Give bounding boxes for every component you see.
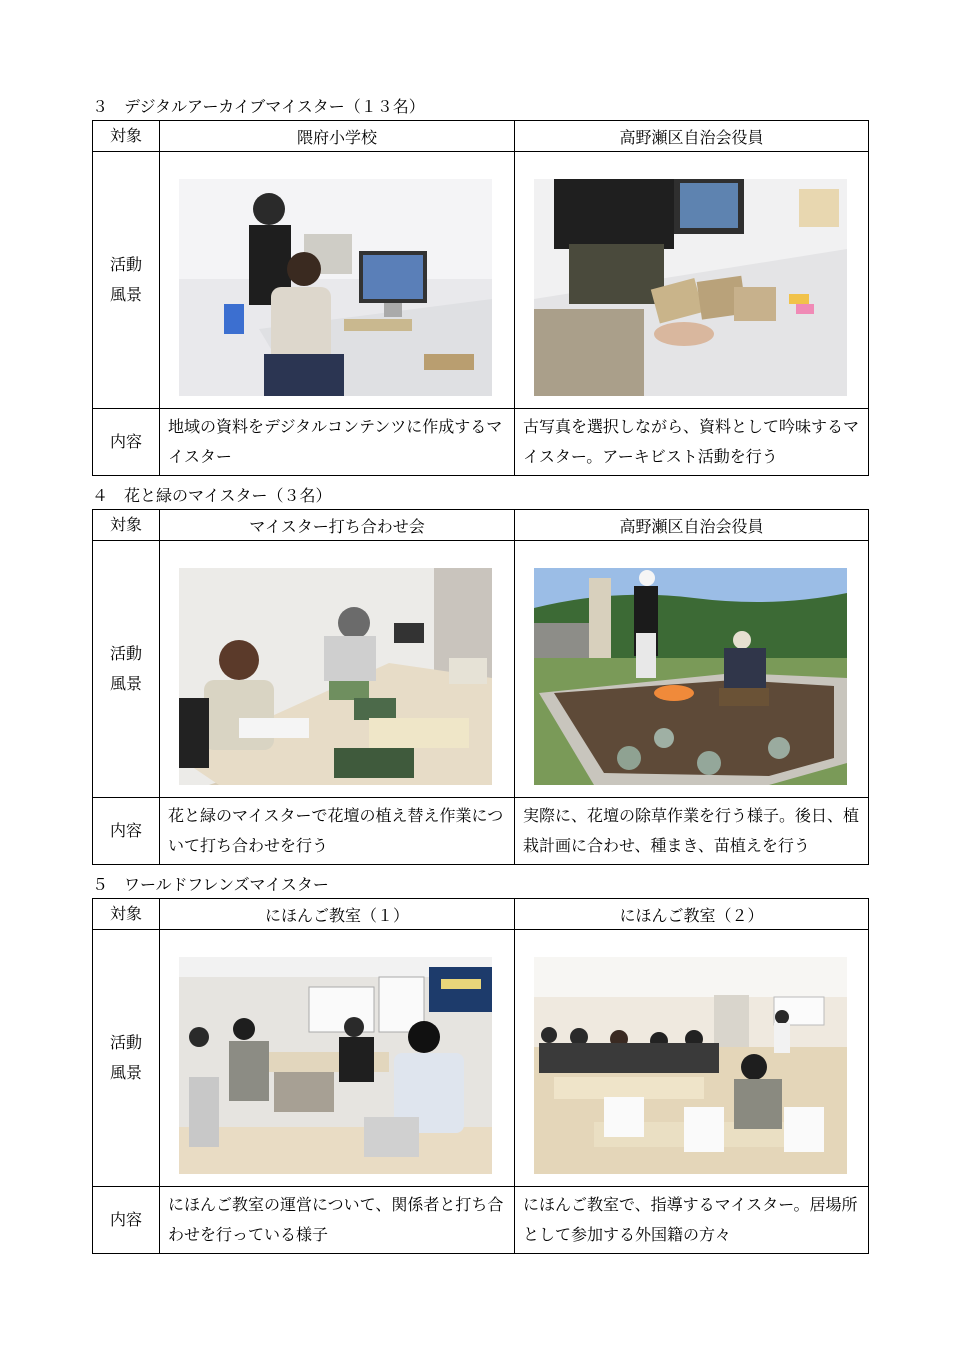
photo-cell bbox=[160, 930, 515, 1187]
section-table bbox=[92, 898, 869, 1254]
section-title: ５ ワールドフレンズマイスター bbox=[92, 875, 329, 894]
left-target: 隈府小学校 bbox=[160, 121, 515, 152]
photo-archive-school bbox=[179, 179, 492, 396]
section-table bbox=[92, 509, 869, 865]
photo-cell bbox=[515, 930, 869, 1187]
photo-archive-community bbox=[534, 179, 847, 396]
scene-label-line1: 活動 bbox=[109, 644, 142, 663]
photo-flower-meeting bbox=[179, 568, 492, 785]
photo-japanese-class-1 bbox=[179, 957, 492, 1174]
photo-cell bbox=[515, 541, 869, 798]
section-title: ４ 花と緑のマイスター（３名） bbox=[92, 486, 332, 505]
section-table bbox=[92, 120, 869, 476]
right-description: にほんご教室で、指導するマイスター。居場所として参加する外国籍の方々 bbox=[515, 1187, 869, 1254]
scene-label-line1: 活動 bbox=[109, 1033, 142, 1052]
right-description: 実際に、花壇の除草作業を行う様子。後日、植栽計画に合わせ、種まき、苗植えを行う bbox=[515, 798, 869, 865]
scene-label bbox=[93, 930, 160, 1187]
photo-japanese-class-2 bbox=[534, 957, 847, 1174]
scene-label bbox=[93, 541, 160, 798]
right-description: 古写真を選択しながら、資料として吟味するマイスター。アーキビスト活動を行う bbox=[515, 409, 869, 476]
photo-flower-weeding bbox=[534, 568, 847, 785]
right-target: 高野瀬区自治会役員 bbox=[515, 121, 869, 152]
scene-label-line2: 風景 bbox=[109, 674, 142, 693]
left-description: にほんご教室の運営について、関係者と打ち合わせを行っている様子 bbox=[160, 1187, 515, 1254]
photo-cell bbox=[160, 541, 515, 798]
scene-label-line2: 風景 bbox=[109, 285, 142, 304]
scene-label-line1: 活動 bbox=[109, 255, 142, 274]
right-target: にほんご教室（２） bbox=[515, 899, 869, 930]
left-description: 地域の資料をデジタルコンテンツに作成するマイスター bbox=[160, 409, 515, 476]
scene-label-line2: 風景 bbox=[109, 1063, 142, 1082]
photo-cell bbox=[515, 152, 869, 409]
left-target: にほんご教室（１） bbox=[160, 899, 515, 930]
target-label: 対象 bbox=[93, 121, 160, 152]
target-label: 対象 bbox=[93, 899, 160, 930]
content-label: 内容 bbox=[93, 409, 160, 476]
photo-cell bbox=[160, 152, 515, 409]
content-label: 内容 bbox=[93, 798, 160, 865]
section-title: ３ デジタルアーカイブマイスター（１３名） bbox=[92, 97, 425, 116]
left-description: 花と緑のマイスターで花壇の植え替え作業について打ち合わせを行う bbox=[160, 798, 515, 865]
right-target: 高野瀬区自治会役員 bbox=[515, 510, 869, 541]
scene-label bbox=[93, 152, 160, 409]
target-label: 対象 bbox=[93, 510, 160, 541]
left-target: マイスター打ち合わせ会 bbox=[160, 510, 515, 541]
content-label: 内容 bbox=[93, 1187, 160, 1254]
